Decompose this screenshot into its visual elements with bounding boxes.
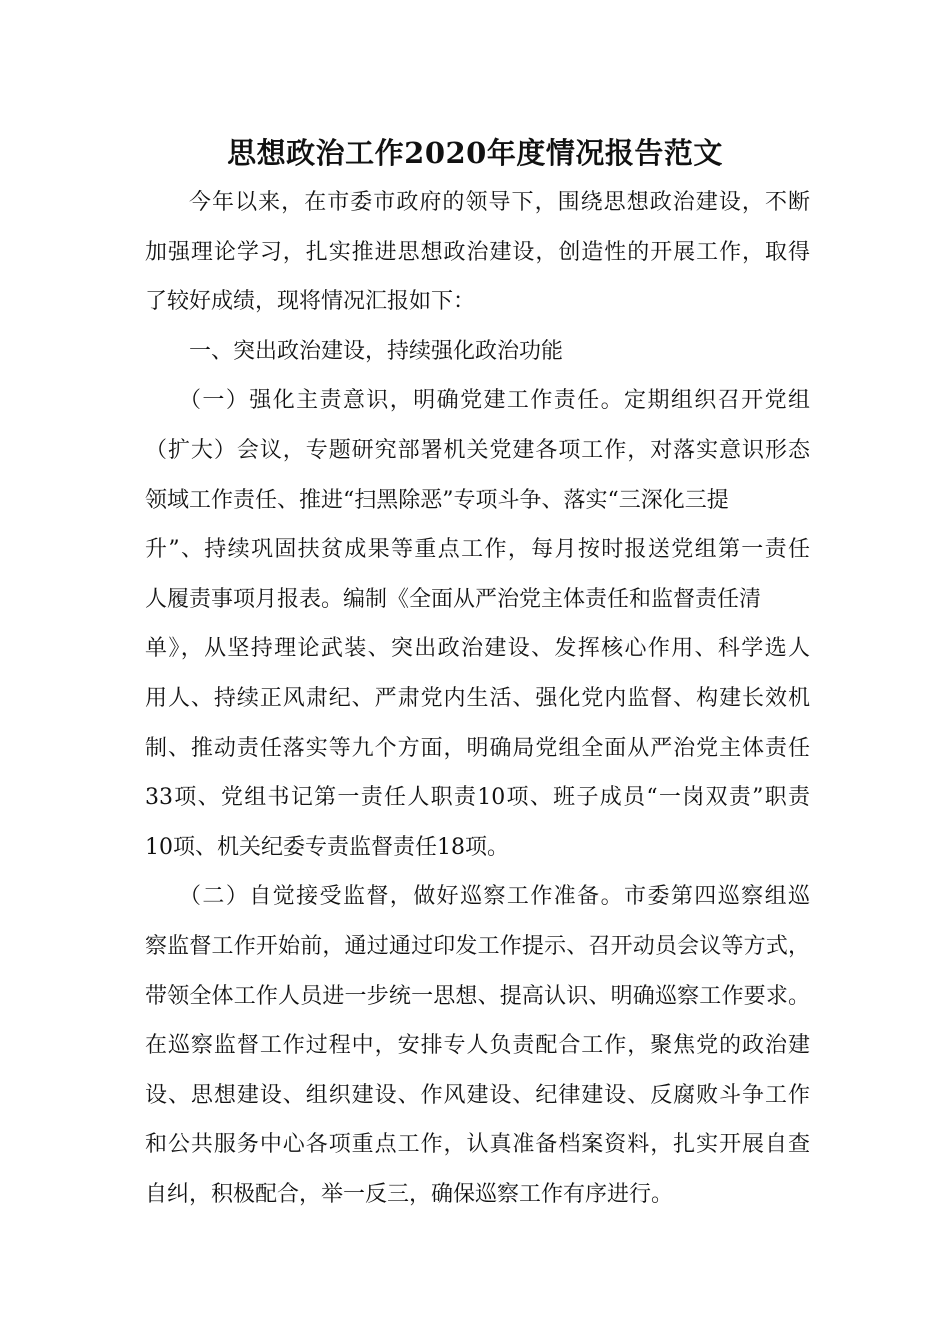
text-line: 察监督工作开始前，通过通过印发工作提示、召开动员会议等方式， [145, 933, 810, 959]
text-line: 单》，从坚持理论武装、突出政治建设、发挥核心作用、科学选人 [145, 636, 810, 662]
text-line: （扩大）会议，专题研究部署机关党建各项工作，对落实意识形态 [145, 437, 810, 463]
paragraph-subsection-1 [145, 376, 810, 872]
text-line: 设、思想建设、组织建设、作风建设、纪律建设、反腐败斗争工作 [145, 1082, 810, 1108]
text-line: （一）强化主责意识，明确党建工作责任。定期组织召开党组 [179, 388, 810, 414]
text-line: 33项、党组书记第一责任人职责10项、班子成员“一岗双责”职责 [145, 785, 810, 811]
text-line: 了较好成绩，现将情况汇报如下： [145, 289, 476, 315]
text-line: 10项、机关纪委专责监督责任18项。 [145, 834, 509, 860]
text-line: 自纠，积极配合，举一反三，确保巡察工作有序进行。 [145, 1181, 674, 1207]
text-line: 用人、持续正风肃纪、严肃党内生活、强化党内监督、构建长效机 [145, 685, 810, 711]
text-line: 今年以来，在市委市政府的领导下，围绕思想政治建设，不断 [189, 190, 810, 215]
text-line: 制、推动责任落实等九个方面，明确局党组全面从严治党主体责任 [145, 735, 810, 761]
text-line: （二）自觉接受监督，做好巡察工作准备。市委第四巡察组巡 [179, 884, 810, 910]
document-body [145, 178, 810, 1219]
text-line: 在巡察监督工作过程中，安排专人负责配合工作，聚焦党的政治建 [145, 1033, 810, 1059]
section-heading [145, 327, 810, 377]
text-line: 和公共服务中心各项重点工作，认真准备档案资料，扎实开展自查 [145, 1132, 810, 1158]
text-line: 升”、持续巩固扶贫成果等重点工作，每月按时报送党组第一责任 [145, 537, 810, 563]
text-line: 领域工作责任、推进“扫黑除恶”专项斗争、落实“三深化三提 [145, 487, 729, 513]
paragraph-subsection-2 [145, 872, 810, 1219]
text-line: 加强理论学习，扎实推进思想政治建设，创造性的开展工作，取得 [145, 239, 810, 265]
paragraph-intro [145, 178, 810, 327]
text-line: 人履责事项月报表。编制《全面从严治党主体责任和监督责任清 [145, 586, 762, 612]
document-title: 思想政治工作2020年度情况报告范文 [227, 136, 723, 170]
text-line: 带领全体工作人员进一步统一思想、提高认识、明确巡察工作要求。 [145, 983, 810, 1009]
text-line: 一、突出政治建设，持续强化政治功能 [189, 338, 564, 364]
